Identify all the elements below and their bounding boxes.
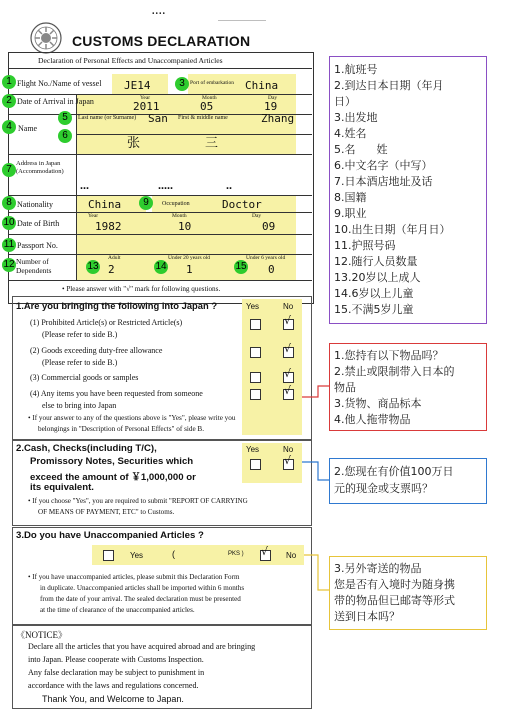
marker-12: 12 xyxy=(3,259,15,270)
occupation-value[interactable]: Doctor xyxy=(222,198,262,211)
passport-label: Passport No. xyxy=(17,241,58,250)
name-label: Name xyxy=(18,124,38,133)
check-icon: √ xyxy=(284,367,292,380)
header-dots-top: .... xyxy=(152,6,166,17)
arrival-year[interactable]: 2011 xyxy=(133,100,160,113)
marker-3: 3 xyxy=(175,77,189,91)
notice-title: 《NOTICE》 xyxy=(16,630,67,640)
marker-7: 7 xyxy=(2,163,16,177)
marker-1: 1 xyxy=(2,75,16,89)
marker-15: 15 xyxy=(235,261,247,272)
first-name-value[interactable]: Zhang xyxy=(261,112,295,125)
marker-8: 8 xyxy=(2,196,16,210)
occupation-label: Occupation xyxy=(162,201,190,207)
form-title: CUSTOMS DECLARATION xyxy=(72,33,251,49)
arrival-month[interactable]: 05 xyxy=(200,100,214,113)
arrival-label: Date of Arrival in Japan xyxy=(17,97,94,106)
marker-6: 6 xyxy=(58,129,72,143)
address-label: Address in Japan (Accommodation) xyxy=(16,160,64,175)
header-dots-right: ........................ xyxy=(218,14,266,23)
check-icon: √ xyxy=(284,342,292,355)
marker-14: 14 xyxy=(155,261,167,272)
dob-month[interactable]: 10 xyxy=(178,220,192,233)
dob-label: Date of Birth xyxy=(17,219,60,228)
adult-value[interactable]: 2 xyxy=(108,263,115,276)
under20-value[interactable]: 1 xyxy=(186,263,193,276)
arrival-day[interactable]: 19 xyxy=(264,100,278,113)
check-icon: √ xyxy=(284,454,292,467)
flight-label: Flight No./Name of vessel xyxy=(17,79,102,88)
answer-instruction: • Please answer with "√" mark for following questions. xyxy=(62,285,221,293)
marker-9: 9 xyxy=(139,196,153,210)
marker-13: 13 xyxy=(87,261,99,272)
cn-first-name[interactable]: 三 xyxy=(205,136,219,151)
check-icon: √ xyxy=(261,545,269,558)
marker-11: 11 xyxy=(3,239,15,250)
dependents-label: Number of Dependents xyxy=(16,257,52,275)
embark-label: Port of embarkation xyxy=(190,80,234,86)
check-icon: √ xyxy=(284,384,292,397)
nationality-label: Nationality xyxy=(17,200,53,209)
cn-last-name[interactable]: 张 xyxy=(127,136,141,151)
embark-value[interactable]: China xyxy=(245,79,279,92)
marker-5: 5 xyxy=(58,111,72,125)
dob-year[interactable]: 1982 xyxy=(95,220,122,233)
nationality-value[interactable]: China xyxy=(88,198,122,211)
marker-2: 2 xyxy=(2,94,16,108)
form-subtitle: Declaration of Personal Effects and Unaccompanied Articles xyxy=(38,56,223,65)
check-icon: √ xyxy=(284,314,292,327)
dob-day[interactable]: 09 xyxy=(262,220,276,233)
last-name-value[interactable]: San xyxy=(148,112,168,125)
flight-value[interactable]: JE14 xyxy=(124,79,151,92)
q1-title: 1.Are you bringing the following into Japan ? xyxy=(16,300,218,311)
marker-10: 10 xyxy=(3,217,15,228)
under6-value[interactable]: 0 xyxy=(268,263,275,276)
marker-4: 4 xyxy=(2,120,16,134)
